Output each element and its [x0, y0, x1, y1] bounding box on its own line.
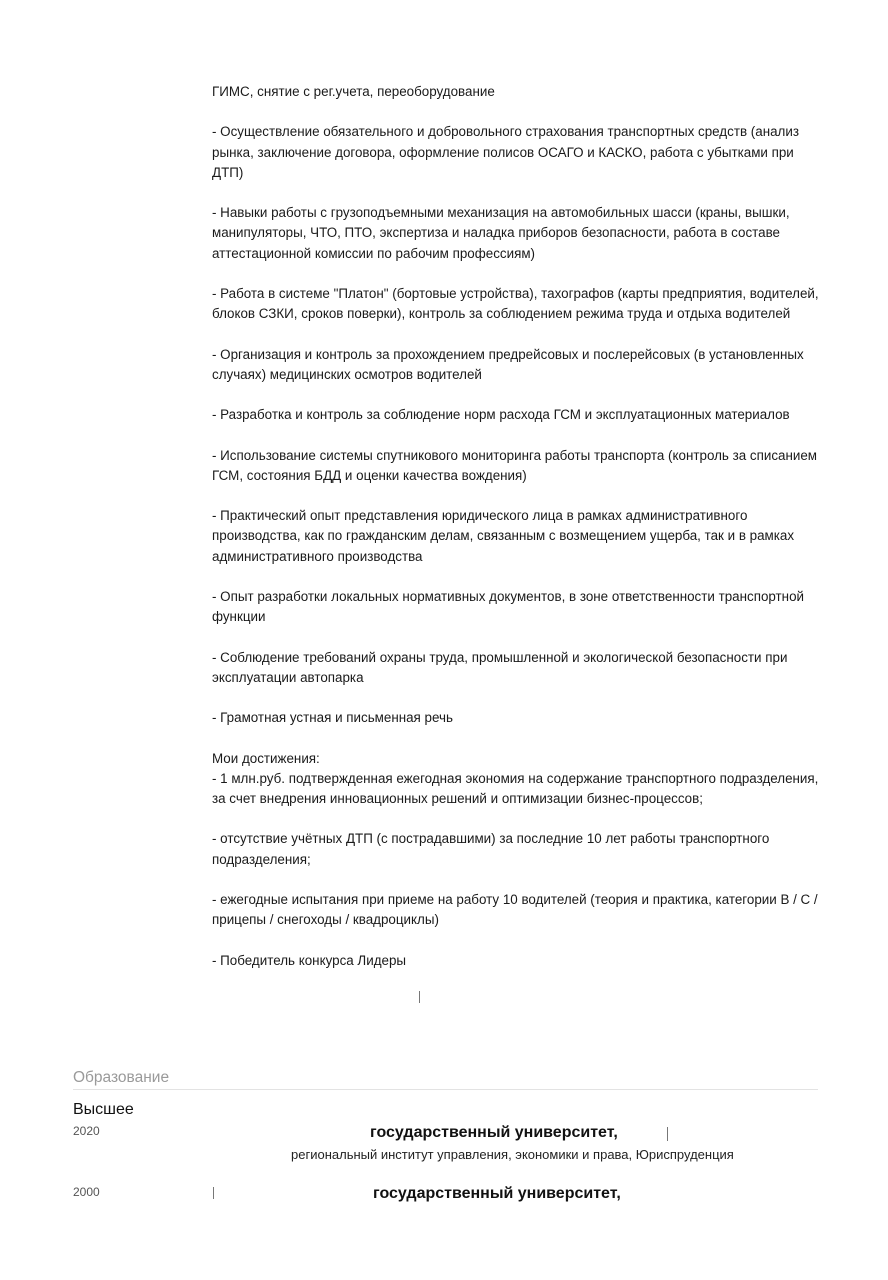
education-year: 2000	[73, 1185, 100, 1199]
achievements-heading: Мои достижения:	[212, 750, 320, 766]
education-institution: государственный университет,	[373, 1185, 621, 1202]
duty-paragraph: - Опыт разработки локальных нормативных документов, в зоне ответственности транспортной функции	[212, 588, 805, 625]
experience-description	[212, 82, 822, 991]
duty-paragraph: - Работа в системе "Платон" (бортовые устройства), тахографов (карты предприятия, водителей, блоков СЗКИ, сроков поверки), контроль за соблюдением режима труда и отдыха водителей	[212, 285, 819, 322]
duty-paragraph: - Осуществление обязательного и добровольного страхования транспортных средств (анализ рынка, заключение договора, оформление полисов ОСАГО и КАСКО, работа с убытками при ДТП)	[212, 124, 799, 180]
duty-paragraph: - Практический опыт представления юридического лица в рамках административного производства, как по гражданским делам, связанным с возмещением ущерба, так и в рамках административного производства	[212, 508, 795, 564]
duty-paragraph: - Грамотная устная и письменная речь	[212, 710, 453, 726]
education-institution: государственный университет,	[370, 1124, 618, 1141]
education-level: Высшее	[73, 1101, 134, 1118]
achievement-item: - Победитель конкурса Лидеры	[212, 952, 407, 968]
redaction-mark	[667, 1127, 668, 1141]
page-crop-edge	[0, 1204, 888, 1280]
duty-paragraph: - Разработка и контроль за соблюдение норм расхода ГСМ и эксплуатационных материалов	[212, 407, 790, 423]
education-faculty: региональный институт управления, экономики и права, Юриспруденция	[291, 1147, 734, 1162]
duty-paragraph: ГИМС, снятие с рег.учета, переоборудование	[212, 84, 495, 99]
achievement-item: - ежегодные испытания при приеме на работу 10 водителей (теория и практика, категории В / С / прицепы / снегоходы / квадроциклы)	[212, 891, 818, 928]
duty-paragraph: - Использование системы спутникового мониторинга работы транспорта (контроль за списанием ГСМ, состояния БДД и оценки качества вождения)	[212, 447, 818, 483]
education-section-title: Образование	[73, 1069, 818, 1090]
duty-paragraph: - Навыки работы с грузоподъемными механизация на автомобильных шасси (краны, вышки, манипуляторы, ЧТО, ПТО, экспертиза и наладка приборов безопасности, работа в составе аттестационной комиссии по рабочим профессиям)	[212, 205, 790, 261]
achievement-item: - отсутствие учётных ДТП (с пострадавшими) за последние 10 лет работы транспортного подразделения;	[212, 831, 770, 867]
achievement-item: - 1 млн.руб. подтвержденная ежегодная экономия на содержание транспортного подразделения, за счет внедрения инновационных решений и оптимизации бизнес-процессов;	[212, 770, 819, 806]
redaction-mark	[419, 991, 420, 1003]
education-year: 2020	[73, 1124, 100, 1138]
achievements-block	[212, 749, 822, 971]
duty-paragraph: - Соблюдение требований охраны труда, промышленной и экологической безопасности при эксплуатации автопарка	[212, 649, 788, 685]
duty-paragraph: - Организация и контроль за прохождением предрейсовых и послерейсовых (в установленных случаях) медицинских осмотров водителей	[212, 346, 804, 382]
redaction-mark	[213, 1187, 214, 1199]
